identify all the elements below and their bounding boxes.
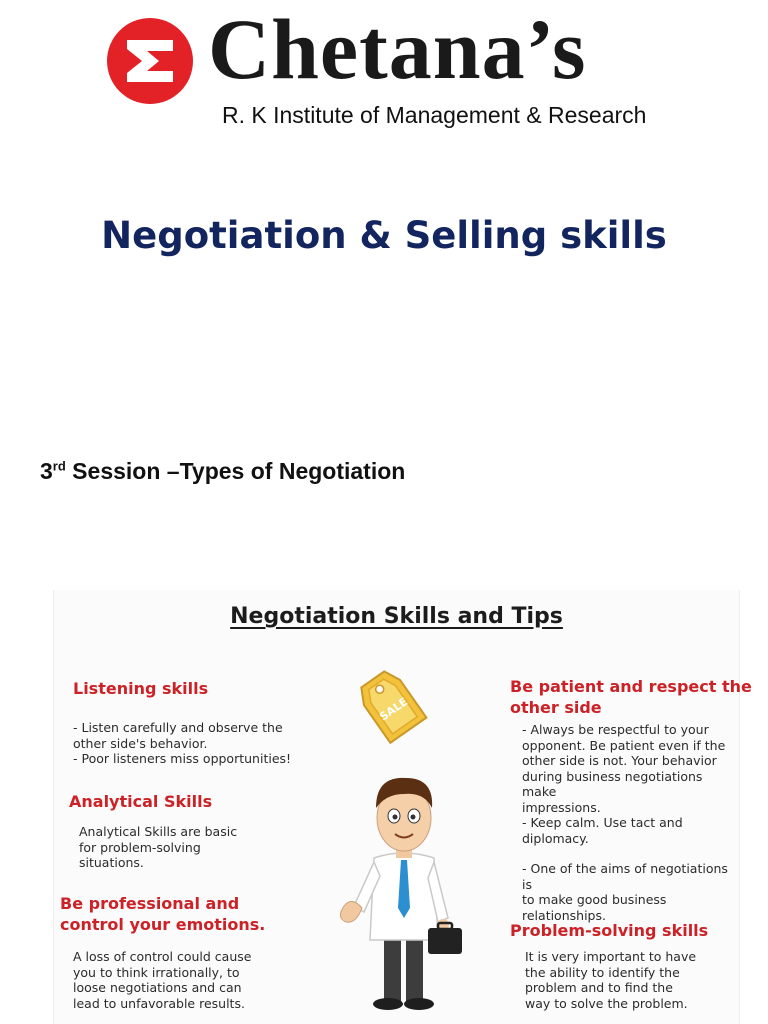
institute-name: R. K Institute of Management & Research xyxy=(222,102,647,128)
session-text: Session –Types of Negotiation xyxy=(65,458,406,484)
patient-heading-line1: Be patient and respect the xyxy=(510,677,752,696)
session-ordinal-suffix: rd xyxy=(52,458,66,474)
chetanas-logo-icon xyxy=(107,18,193,104)
patient-heading-line2: other side xyxy=(510,698,602,717)
analytical-heading: Analytical Skills xyxy=(69,792,213,811)
professional-heading-line1: Be professional and xyxy=(60,894,240,913)
patient-body-aims: - One of the aims of negotiations is to make good business relationships. xyxy=(522,861,728,923)
professional-body: A loss of control could cause you to think irrationally, to loose negotiations and can lead to unfavorable results. xyxy=(73,949,252,1011)
listening-heading: Listening skills xyxy=(73,679,209,698)
problem-body: It is very important to have the ability to identify the problem and to find the way to solve the problem. xyxy=(525,949,697,1011)
session-ordinal: 3 xyxy=(40,458,53,484)
listening-body: - Listen carefully and observe the other side's behavior. - Poor listeners miss opportunities! xyxy=(73,720,292,766)
session-heading xyxy=(40,458,405,485)
problem-heading: Problem-solving skills xyxy=(510,921,709,940)
professional-heading-line2: control your emotions. xyxy=(60,915,266,934)
negotiation-infographic xyxy=(53,590,752,1024)
businessman-illustration xyxy=(324,768,484,1024)
patient-body-calm: - Keep calm. Use tact and diplomacy. xyxy=(522,815,683,846)
patient-body: - Always be respectful to your opponent. Be patient even if the other side is not. Your behavior during business negotiations make impressions. xyxy=(522,722,726,815)
sale-tag-label: SALE xyxy=(377,695,411,724)
brand-name: Chetana’s xyxy=(208,1,587,97)
analytical-body: Analytical Skills are basic for problem-solving situations. xyxy=(79,824,238,870)
infographic-title: Negotiation Skills and Tips xyxy=(230,604,563,629)
sale-tag-icon xyxy=(350,664,430,744)
page-title: Negotiation & Selling skills xyxy=(101,214,667,257)
